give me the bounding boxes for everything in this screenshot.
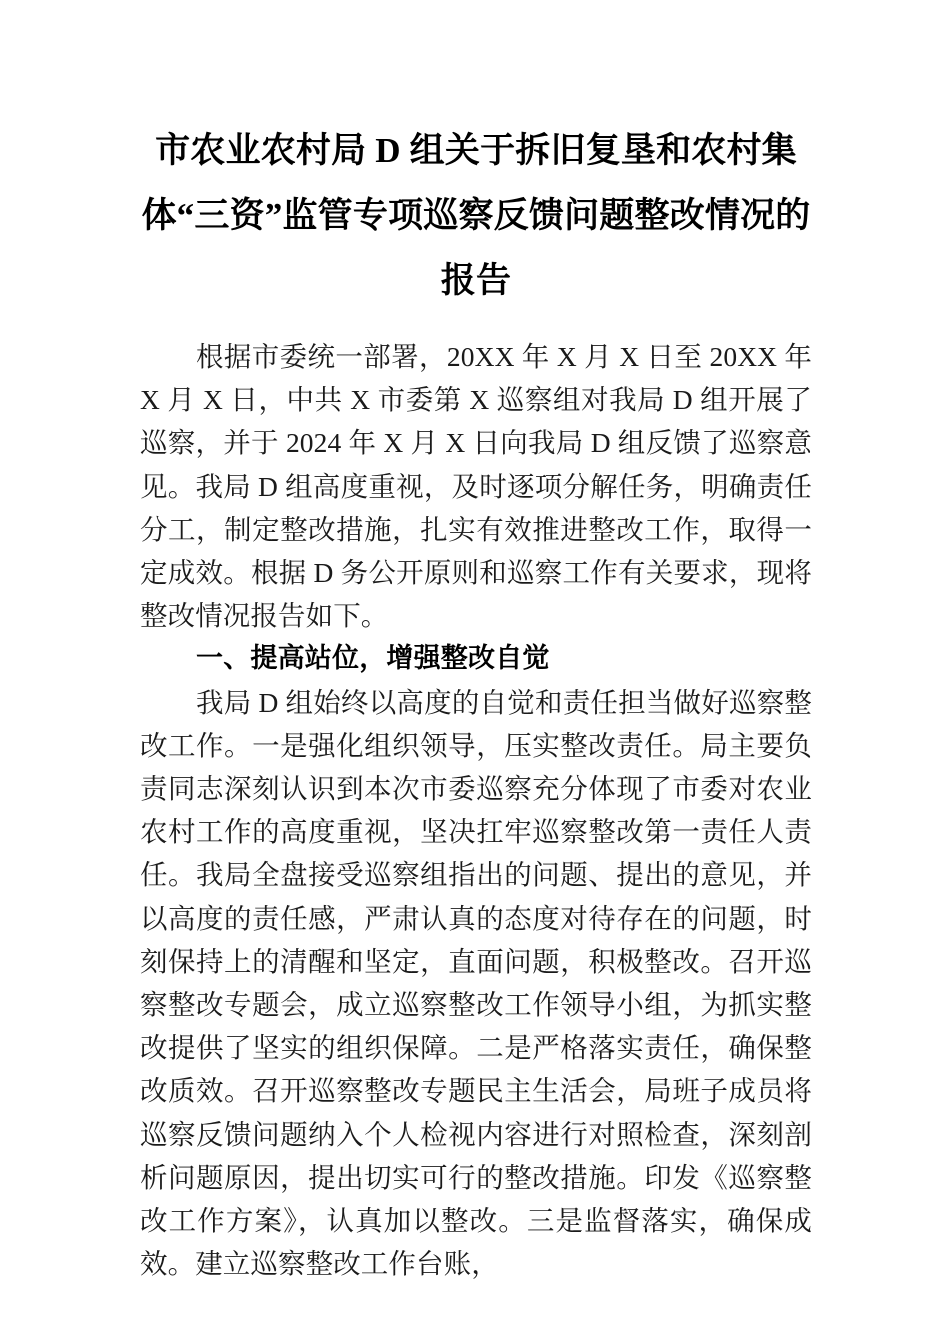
section-one-paragraph: 我局 D 组始终以高度的自觉和责任担当做好巡察整改工作。一是强化组织领导，压实整改责任。局主要负责同志深刻认识到本次市委巡察充分体现了市委对农业农村工作的高度重视，坚决扛牢巡察整改第一责任人责任。我局全盘接受巡察组指出的问题、提出的意见，并以高度的责任感，严肃认真的态度对待存在的问题，时刻保持上的清醒和坚定，直面问题，积极整改。召开巡察整改专题会，成立巡察整改工作领导小组，为抓实整改提供了坚实的组织保障。二是严格落实责任，确保整改质效。召开巡察整改专题民主生活会，局班子成员将巡察反馈问题纳入个人检视内容进行对照检查，深刻剖析问题原因，提出切实可行的整改措施。印发《巡察整改工作方案》，认真加以整改。三是监督落实，确保成效。建立巡察整改工作台账， (140, 686, 812, 1280)
intro-paragraph: 根据市委统一部署，20XX 年 X 月 X 日至 20XX 年 X 月 X 日，中共 X 市委第 X 巡察组对我局 D 组开展了巡察，并于 2024 年 X 月 X 日向我局 D 组反馈了巡察意见。我局 D 组高度重视，及时逐项分解任务，明确责任分工，制定整改措施，扎实有效推进整改工作，取得一定成效。根据 D 务公开原则和巡察工作有关要求，现将整改情况报告如下。 (140, 341, 812, 632)
document-body (140, 0, 812, 1285)
page-title: 市农业农村局 D 组关于拆旧复垦和农村集体“三资”监管专项巡察反馈问题整改情况的报告 (141, 131, 811, 300)
section-heading-one: 一、提高站位，增强整改自觉 (196, 643, 550, 674)
